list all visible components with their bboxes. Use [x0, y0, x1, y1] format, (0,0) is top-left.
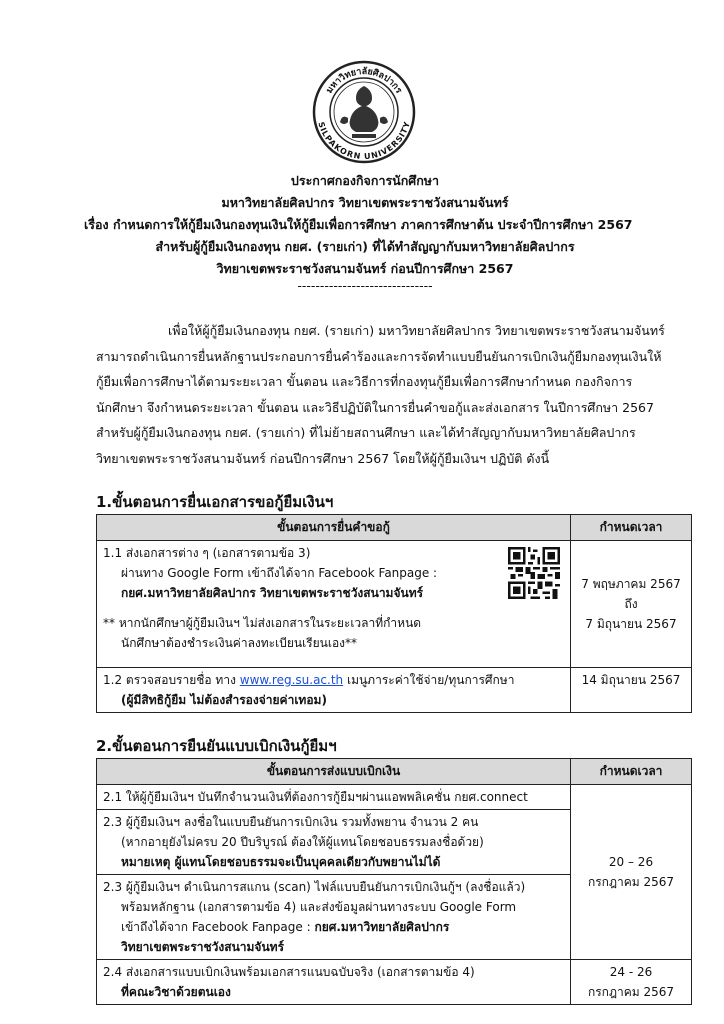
- step-2-4-line2: ที่คณะวิชาด้วยตนเอง: [121, 985, 231, 999]
- step-1-2-time: 14 มิถุนายน 2567: [581, 673, 681, 687]
- step-2-3-fanpage: กยศ.มหาวิทยาลัยศิลปากร: [314, 920, 450, 934]
- step-1-2-note: (ผู้มีสิทธิกู้ยืม ไม่ต้องสำรองจ่ายค่าเทอม): [121, 693, 327, 707]
- step-2-2-line1: 2.3 ผู้กู้ยืมเงินฯ ลงชื่อในแบบยืนยันการเบิกเงิน รวมทั้งพยาน จำนวน 2 คน: [103, 815, 479, 829]
- step-2-3-line2: พร้อมหลักฐาน (เอกสารตามข้อ 4) และส่งข้อมูลผ่านทางระบบ Google Form: [121, 900, 517, 914]
- intro-line: นักศึกษา จึงกำหนดระยะเวลา ขั้นตอน และวิธีปฏิบัติในการยื่นคำขอกู้และส่งเอกสาร ในปีการศึกษา 2567: [96, 399, 654, 415]
- step-2-4-time-range: 24 - 26: [609, 965, 653, 979]
- step-2-4-line1: 2.4 ส่งเอกสารแบบเบิกเงินพร้อมเอกสารแนบฉบับจริง (เอกสารตามข้อ 4): [103, 965, 475, 979]
- header-line-5: วิทยาเขตพระราชวังสนามจันทร์ ก่อนปีการศึกษา 2567: [216, 261, 514, 276]
- intro-line: วิทยาเขตพระราชวังสนามจันทร์ ก่อนปีการศึกษา 2567 โดยให้ผู้กู้ยืมเงินฯ ปฏิบัติ ดังนี้: [96, 450, 550, 466]
- step-1-1-time-end: 7 มิถุนายน 2567: [585, 617, 677, 631]
- step-1-1-line2: ผ่านทาง Google Form เข้าถึงได้จาก Facebook Fanpage :: [121, 566, 438, 580]
- step-1-2-prefix: 1.2 ตรวจสอบรายชื่อ ทาง: [103, 673, 240, 687]
- reg-website-link[interactable]: www.reg.su.ac.th: [239, 673, 344, 687]
- step-2-3-line1: 2.3 ผู้กู้ยืมเงินฯ ดำเนินการสแกน (scan) ไฟล์แบบยืนยันการเบิกเงินกู้ฯ (ลงชื่อแล้ว): [103, 880, 526, 894]
- intro-line: สำหรับผู้กู้ยืมเงินกองทุน กยศ. (รายเก่า) ที่ไม่ย้ายสถานศึกษา และได้ทำสัญญากับมหาวิทยาลัยศิลปากร: [96, 425, 636, 441]
- step-2-2-remark: หมายเหตุ ผู้แทนโดยชอบธรรมจะเป็นบุคคลเดียวกับพยานไม่ได้: [121, 855, 441, 869]
- section1-title: 1.ขั้นตอนการยื่นเอกสารขอกู้ยืมเงินฯ: [96, 493, 334, 511]
- step-2-2-line2: (หากอายุยังไม่ครบ 20 ปีบริบูรณ์ ต้องให้ผู้แทนโดยชอบธรรมลงชื่อด้วย): [121, 835, 484, 849]
- table-row: [97, 960, 692, 1005]
- step-2-1: 2.1 ให้ผู้กู้ยืมเงินฯ บันทึกจำนวนเงินที่ต้องการกู้ยืมฯผ่านแอพพลิเคชั่น กยศ.connect: [103, 790, 528, 804]
- step-1-1-title: 1.1 ส่งเอกสารต่าง ๆ (เอกสารตามข้อ 3): [103, 546, 311, 560]
- logo-text-top: มหาวิทยาลัยศิลปากร: [324, 66, 404, 96]
- qr-code-icon[interactable]: [508, 547, 560, 599]
- intro-line: กู้ยืมเพื่อการศึกษาได้ตามระยะเวลา ขั้นตอน และวิธีการที่กองทุนกู้ยืมเพื่อการศึกษากำหนด กองกิจการ: [96, 374, 633, 390]
- step-2-3-line4: วิทยาเขตพระราชวังสนามจันทร์: [121, 940, 285, 954]
- step-1-1-note2: นักศึกษาต้องชำระเงินค่าลงทะเบียนเรียนเอง**: [121, 636, 358, 650]
- section2-table: [96, 758, 692, 1005]
- step-2-4-time-month: กรกฎาคม 2567: [587, 985, 675, 999]
- section1-table: [96, 514, 692, 713]
- section2-col-step: ขั้นตอนการส่งแบบเบิกเงิน: [97, 759, 571, 785]
- table-row: [97, 668, 692, 713]
- header-line-1: ประกาศกองกิจการนักศึกษา: [290, 173, 440, 188]
- section2-title: 2.ขั้นตอนการยืนยันแบบเบิกเงินกู้ยืมฯ: [96, 737, 337, 755]
- header-line-4: สำหรับผู้กู้ยืมเงินกองทุน กยศ. (รายเก่า) ที่ได้ทำสัญญากับมหาวิทยาลัยศิลปากร: [155, 239, 575, 254]
- logo-text-bottom: SILPAKORN UNIVERSITY: [316, 120, 412, 162]
- step-2-3-line3: [103, 917, 564, 937]
- section2-time-range: 20 – 26: [608, 855, 654, 869]
- section1-col-time: กำหนดเวลา: [571, 515, 692, 541]
- intro-line: สามารถดำเนินการยื่นหลักฐานประกอบการยื่นคำร้องและการจัดทำแบบยืนยันการเบิกเงินกู้ยืมกองทุนเงินให้: [96, 348, 662, 364]
- intro-line: เพื่อให้ผู้กู้ยืมเงินกองทุน กยศ. (รายเก่า) มหาวิทยาลัยศิลปากร วิทยาเขตพระราชวังสนามจันทร์: [168, 323, 665, 338]
- section2-time-month: กรกฎาคม 2567: [587, 875, 675, 889]
- step-1-1-time-start: 7 พฤษภาคม 2567: [581, 577, 681, 591]
- intro-paragraph: [96, 318, 666, 472]
- section2-col-time: กำหนดเวลา: [571, 759, 692, 785]
- step-1-2-line1: [103, 670, 564, 690]
- silpakorn-university-logo: [312, 60, 416, 164]
- table-row: [97, 541, 692, 668]
- step-1-1-note: ** หากนักศึกษาผู้กู้ยืมเงินฯ ไม่ส่งเอกสารในระยะเวลาที่กำหนด: [103, 616, 422, 630]
- table-row: [97, 785, 692, 810]
- step-2-3-line3-text: เข้าถึงได้จาก Facebook Fanpage :: [121, 920, 315, 934]
- step-1-2-suffix: เมนูภาระค่าใช้จ่าย/ทุนการศึกษา: [343, 673, 515, 687]
- header-subject: เรื่อง กำหนดการให้กู้ยืมเงินกองทุนเงินให้กู้ยืมเพื่อการศึกษา ภาคการศึกษาต้น ประจำปีการศึกษา 2567: [84, 217, 633, 232]
- section1-col-step: ขั้นตอนการยื่นคำขอกู้: [97, 515, 571, 541]
- step-1-1-fanpage: กยศ.มหาวิทยาลัยศิลปากร วิทยาเขตพระราชวังสนามจันทร์: [121, 586, 424, 600]
- header-separator: ------------------------------: [297, 278, 433, 293]
- header-line-2: มหาวิทยาลัยศิลปากร วิทยาเขตพระราชวังสนามจันทร์: [221, 195, 509, 210]
- step-1-1-time-to: ถึง: [624, 597, 638, 611]
- announcement-header: [60, 170, 670, 292]
